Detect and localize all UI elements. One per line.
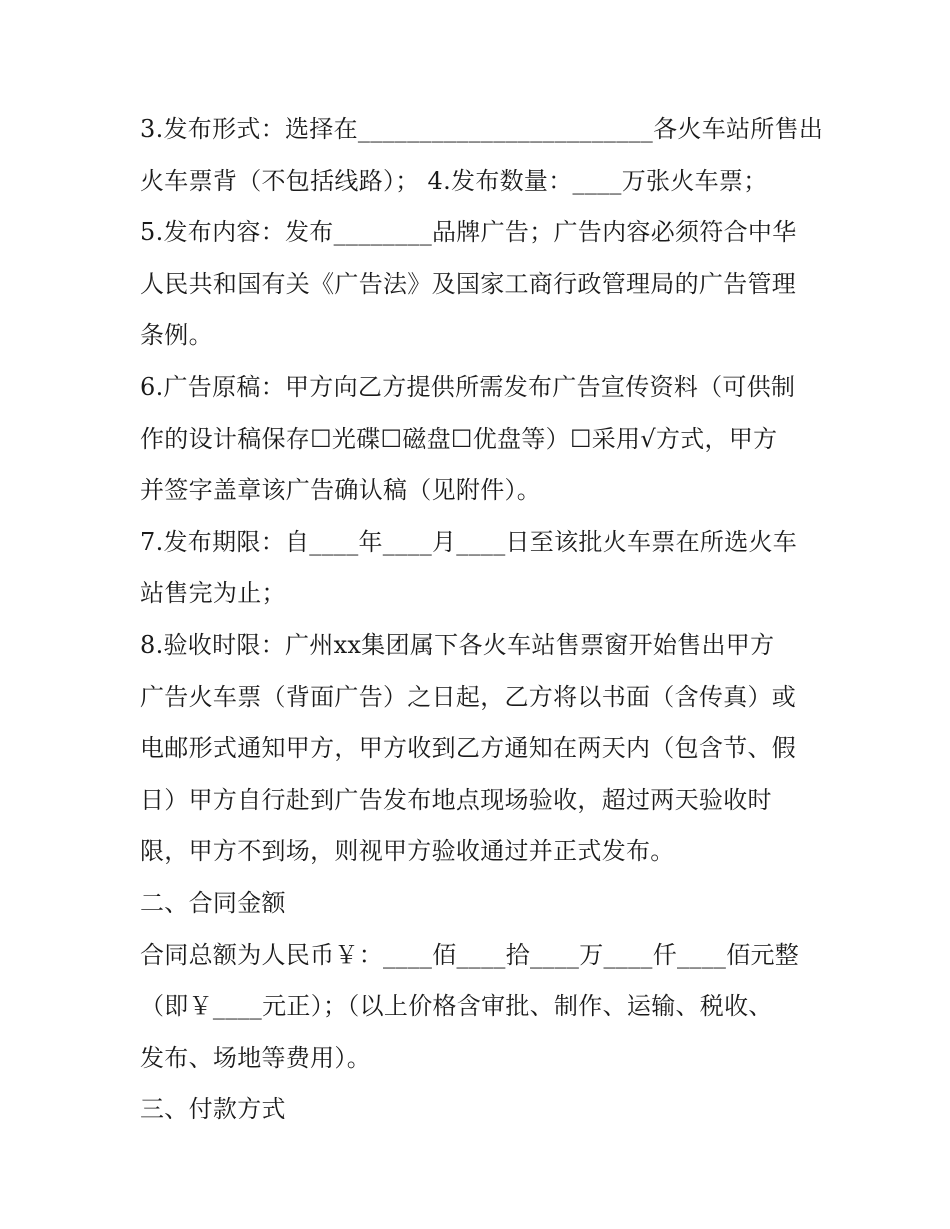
text-line: 火车票背（不包括线路）； 4.发布数量：____万张火车票；: [140, 166, 768, 195]
text-line: 广告火车票（背面广告）之日起，乙方将以书面（含传真）或: [140, 682, 797, 711]
text-line: 条例。: [140, 321, 213, 350]
text-line: 3.发布形式：选择在________________________各火车站所售出: [140, 115, 824, 143]
text-line: 并签字盖章该广告确认稿（见附件）。: [140, 476, 542, 505]
contract-body: [140, 104, 824, 1136]
text-line: 7.发布期限：自____年____月____日至该批火车票在所选火车: [140, 527, 798, 556]
text-line: 限，甲方不到场，则视甲方验收通过并正式发布。: [140, 837, 675, 866]
section-heading: 二、合同金额: [140, 888, 286, 917]
text-line: 电邮形式通知甲方，甲方收到乙方通知在两天内（包含节、假: [140, 734, 797, 763]
text-line: 6.广告原稿：甲方向乙方提供所需发布广告宣传资料（可供制: [140, 372, 796, 401]
text-line: 5.发布内容：发布________品牌广告；广告内容必须符合中华: [140, 218, 797, 247]
text-line: 站售完为止；: [140, 579, 286, 608]
text-line: （即￥____元正）；（以上价格含审批、制作、运输、税收、: [140, 992, 773, 1021]
text-line: 日）甲方自行赴到广告发布地点现场验收，超过两天验收时: [140, 785, 772, 814]
text-line: 人民共和国有关《广告法》及国家工商行政管理局的广告管理: [140, 269, 797, 298]
text-line: 合同总额为人民币￥：____佰____拾____万____仟____佰元整: [140, 940, 800, 969]
text-line: 8.验收时限：广州xx集团属下各火车站售票窗开始售出甲方: [140, 630, 775, 659]
text-line: 发布、场地等费用）。: [140, 1043, 371, 1072]
section-heading: 三、付款方式: [140, 1095, 286, 1124]
text-line: 作的设计稿保存☐光碟☐磁盘☐优盘等）☐采用√方式，甲方: [140, 424, 778, 453]
